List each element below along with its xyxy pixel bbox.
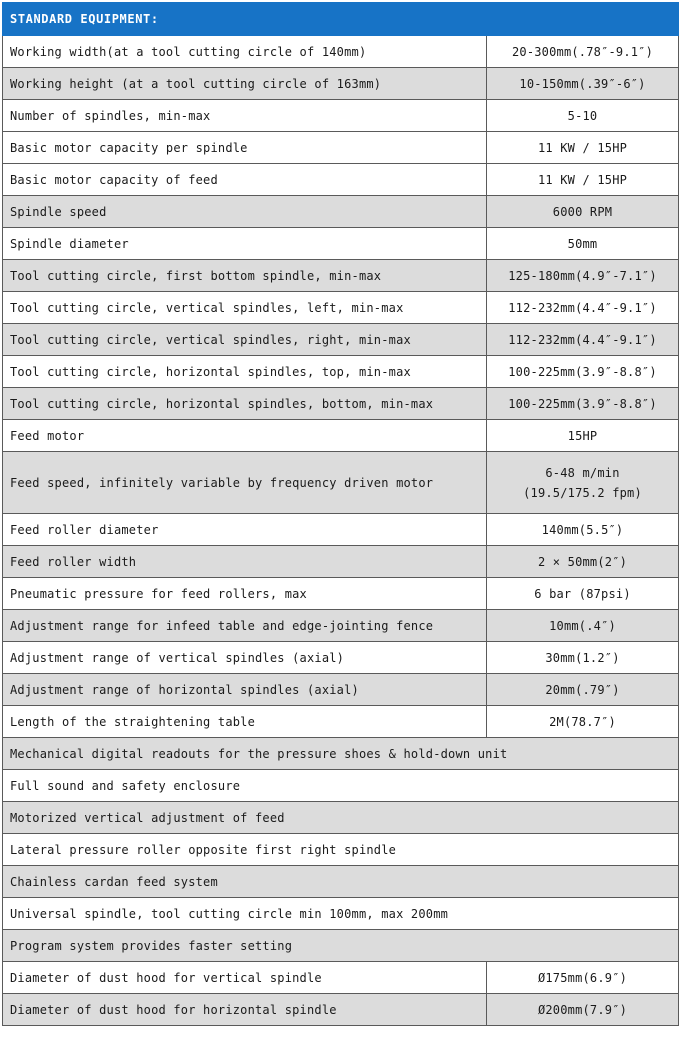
spec-label: Basic motor capacity of feed <box>3 164 487 196</box>
table-row <box>3 514 679 546</box>
standard-equipment-table <box>2 2 679 1026</box>
spec-feature: Motorized vertical adjustment of feed <box>3 802 679 834</box>
spec-value: 11 KW / 15HP <box>487 164 679 196</box>
spec-value: 11 KW / 15HP <box>487 132 679 164</box>
spec-value: 140mm(5.5″) <box>487 514 679 546</box>
spec-value: 100-225mm(3.9″-8.8″) <box>487 388 679 420</box>
table-row <box>3 68 679 100</box>
spec-value: 20mm(.79″) <box>487 674 679 706</box>
spec-feature: Mechanical digital readouts for the pressure shoes & hold-down unit <box>3 738 679 770</box>
spec-label: Basic motor capacity per spindle <box>3 132 487 164</box>
spec-label: Tool cutting circle, horizontal spindles, bottom, min-max <box>3 388 487 420</box>
spec-feature: Program system provides faster setting <box>3 930 679 962</box>
spec-label: Feed roller width <box>3 546 487 578</box>
table-row-full <box>3 898 679 930</box>
table-row <box>3 356 679 388</box>
spec-value: 10-150mm(.39″-6″) <box>487 68 679 100</box>
spec-value: Ø200mm(7.9″) <box>487 994 679 1026</box>
spec-value: 30mm(1.2″) <box>487 642 679 674</box>
spec-label: Number of spindles, min-max <box>3 100 487 132</box>
spec-label: Working width(at a tool cutting circle of 140mm) <box>3 36 487 68</box>
spec-label: Tool cutting circle, vertical spindles, right, min-max <box>3 324 487 356</box>
spec-label: Feed speed, infinitely variable by frequency driven motor <box>3 452 487 514</box>
spec-value: 112-232mm(4.4″-9.1″) <box>487 292 679 324</box>
spec-value: 50mm <box>487 228 679 260</box>
spec-label: Feed motor <box>3 420 487 452</box>
table-row <box>3 164 679 196</box>
spec-label: Diameter of dust hood for horizontal spindle <box>3 994 487 1026</box>
spec-label: Tool cutting circle, first bottom spindle, min-max <box>3 260 487 292</box>
spec-value: 2M(78.7″) <box>487 706 679 738</box>
table-row <box>3 324 679 356</box>
table-row <box>3 196 679 228</box>
table-row <box>3 610 679 642</box>
spec-table-wrapper <box>2 2 678 1026</box>
table-row-full <box>3 802 679 834</box>
spec-value <box>487 452 679 514</box>
spec-value: Ø175mm(6.9″) <box>487 962 679 994</box>
table-row <box>3 706 679 738</box>
spec-label: Tool cutting circle, vertical spindles, left, min-max <box>3 292 487 324</box>
spec-value: 10mm(.4″) <box>487 610 679 642</box>
spec-feature: Universal spindle, tool cutting circle min 100mm, max 200mm <box>3 898 679 930</box>
table-row-full <box>3 930 679 962</box>
spec-feature: Lateral pressure roller opposite first right spindle <box>3 834 679 866</box>
table-row <box>3 420 679 452</box>
table-row <box>3 578 679 610</box>
table-row <box>3 292 679 324</box>
table-row <box>3 642 679 674</box>
spec-value: 5-10 <box>487 100 679 132</box>
table-row <box>3 452 679 514</box>
spec-label: Length of the straightening table <box>3 706 487 738</box>
spec-value: 6000 RPM <box>487 196 679 228</box>
spec-value: 100-225mm(3.9″-8.8″) <box>487 356 679 388</box>
spec-label: Pneumatic pressure for feed rollers, max <box>3 578 487 610</box>
spec-label: Feed roller diameter <box>3 514 487 546</box>
table-row-full <box>3 738 679 770</box>
spec-feature: Full sound and safety enclosure <box>3 770 679 802</box>
table-title: STANDARD EQUIPMENT: <box>3 3 679 36</box>
table-row <box>3 132 679 164</box>
table-row <box>3 260 679 292</box>
spec-value-line: 6-48 m/min <box>545 465 620 480</box>
table-row-full <box>3 866 679 898</box>
table-row-full <box>3 834 679 866</box>
spec-value: 6 bar (87psi) <box>487 578 679 610</box>
spec-value: 20-300mm(.78″-9.1″) <box>487 36 679 68</box>
spec-label: Adjustment range for infeed table and edge-jointing fence <box>3 610 487 642</box>
table-row <box>3 962 679 994</box>
spec-label: Diameter of dust hood for vertical spindle <box>3 962 487 994</box>
table-row <box>3 388 679 420</box>
spec-label: Tool cutting circle, horizontal spindles, top, min-max <box>3 356 487 388</box>
spec-value: 125-180mm(4.9″-7.1″) <box>487 260 679 292</box>
table-row-full <box>3 770 679 802</box>
spec-label: Working height (at a tool cutting circle of 163mm) <box>3 68 487 100</box>
spec-value: 2 × 50mm(2″) <box>487 546 679 578</box>
table-row <box>3 546 679 578</box>
spec-value: 112-232mm(4.4″-9.1″) <box>487 324 679 356</box>
spec-label: Spindle speed <box>3 196 487 228</box>
table-header-row <box>3 3 679 36</box>
spec-value: 15HP <box>487 420 679 452</box>
spec-label: Spindle diameter <box>3 228 487 260</box>
spec-label: Adjustment range of vertical spindles (axial) <box>3 642 487 674</box>
spec-value-line: (19.5/175.2 fpm) <box>523 485 642 500</box>
table-row <box>3 674 679 706</box>
table-row <box>3 228 679 260</box>
table-row <box>3 100 679 132</box>
spec-label: Adjustment range of horizontal spindles (axial) <box>3 674 487 706</box>
table-row <box>3 994 679 1026</box>
spec-feature: Chainless cardan feed system <box>3 866 679 898</box>
table-row <box>3 36 679 68</box>
